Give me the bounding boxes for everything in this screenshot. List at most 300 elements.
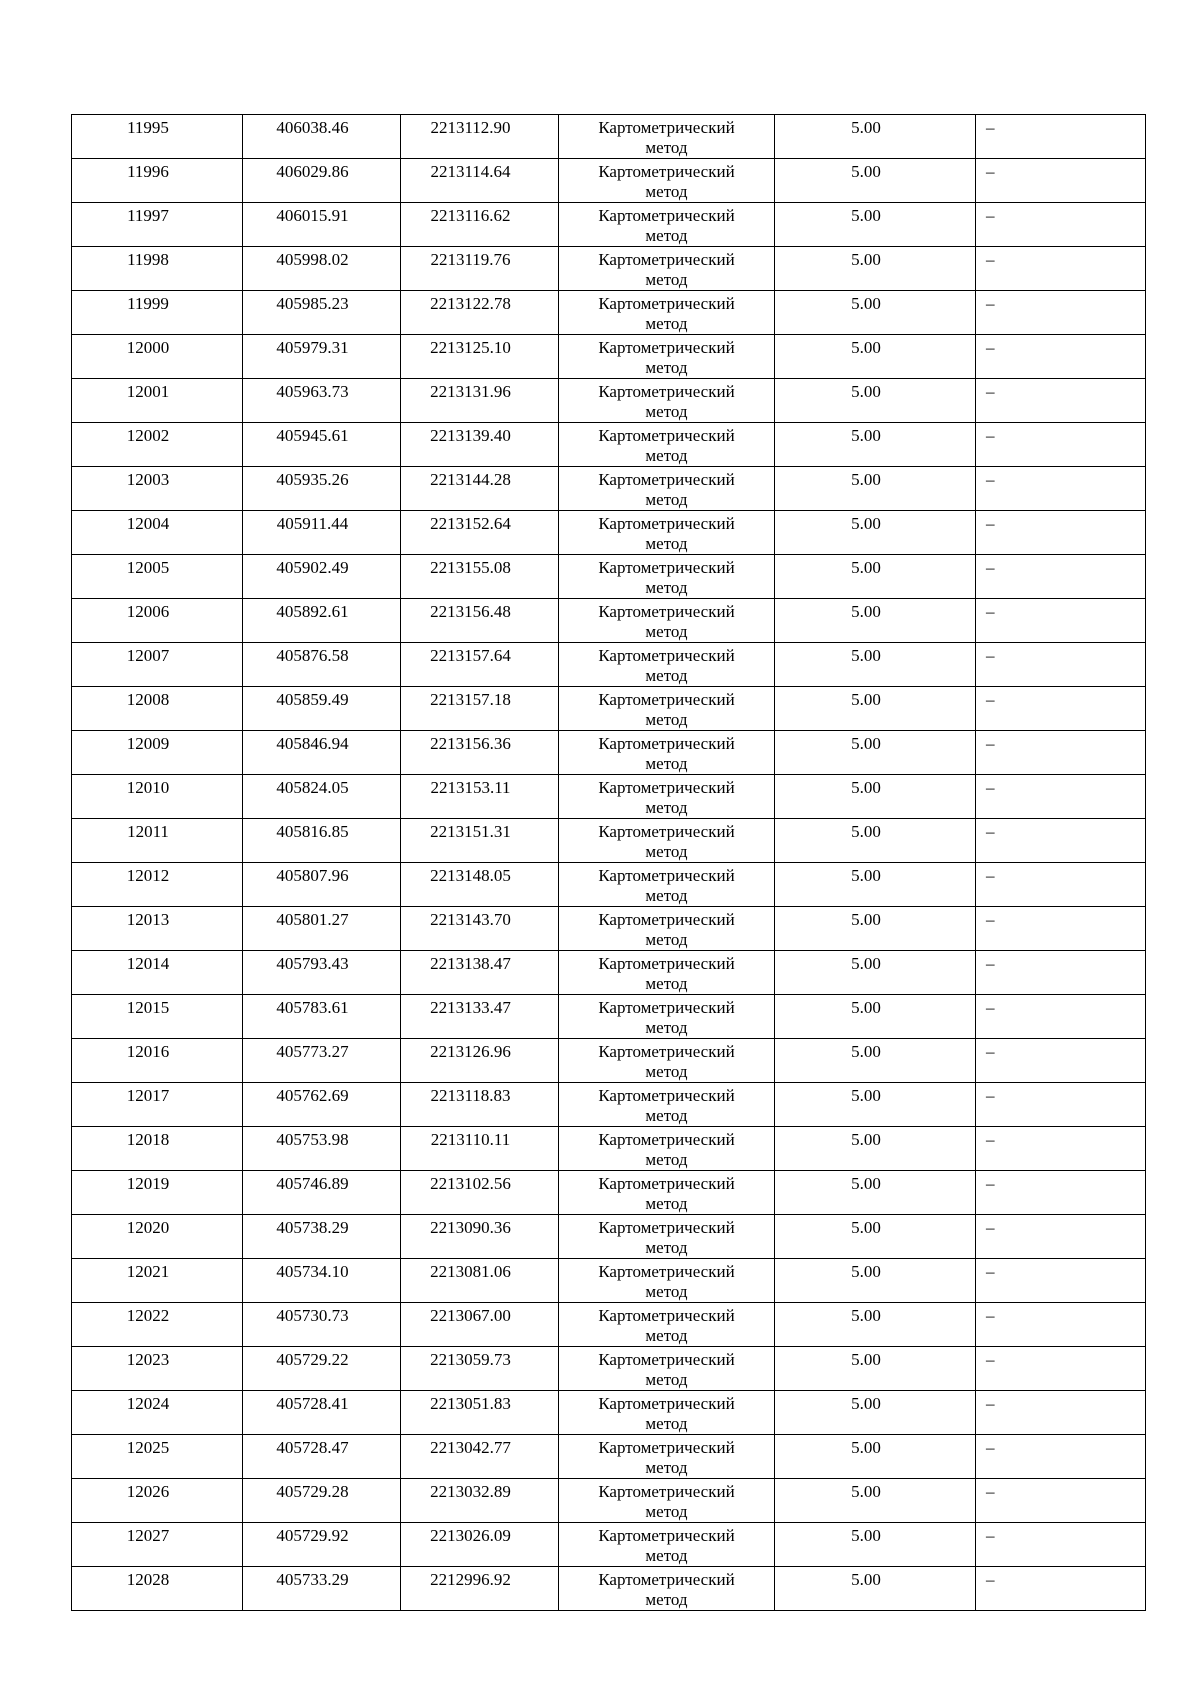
x-coordinate-cell: 405734.10	[243, 1259, 401, 1303]
table-row	[72, 863, 1146, 907]
point-number-cell: 12023	[72, 1347, 243, 1391]
method-line-2: метод	[645, 402, 688, 421]
method-line-1: Картометрический	[598, 866, 735, 885]
method-line-1: Картометрический	[598, 822, 735, 841]
method-cell	[559, 731, 775, 775]
note-cell: –	[976, 1083, 1146, 1127]
point-number-cell: 12019	[72, 1171, 243, 1215]
y-coordinate-cell: 2213144.28	[401, 467, 559, 511]
method-line-1: Картометрический	[598, 1086, 735, 1105]
accuracy-cell: 5.00	[775, 907, 976, 951]
accuracy-cell: 5.00	[775, 511, 976, 555]
accuracy-cell: 5.00	[775, 1171, 976, 1215]
point-number-cell: 12009	[72, 731, 243, 775]
y-coordinate-cell: 2213156.36	[401, 731, 559, 775]
method-line-2: метод	[645, 446, 688, 465]
table-row	[72, 555, 1146, 599]
point-number-cell: 12004	[72, 511, 243, 555]
method-line-1: Картометрический	[598, 1526, 735, 1545]
note-cell: –	[976, 1039, 1146, 1083]
point-number-cell: 12001	[72, 379, 243, 423]
method-cell	[559, 1435, 775, 1479]
note-cell: –	[976, 1171, 1146, 1215]
point-number-cell: 12024	[72, 1391, 243, 1435]
accuracy-cell: 5.00	[775, 995, 976, 1039]
method-cell	[559, 335, 775, 379]
method-line-1: Картометрический	[598, 1438, 735, 1457]
method-line-2: метод	[645, 314, 688, 333]
table-row	[72, 511, 1146, 555]
table-row	[72, 159, 1146, 203]
x-coordinate-cell: 405902.49	[243, 555, 401, 599]
note-cell: –	[976, 379, 1146, 423]
y-coordinate-cell: 2213110.11	[401, 1127, 559, 1171]
point-number-cell: 12003	[72, 467, 243, 511]
table-row	[72, 1171, 1146, 1215]
table-row	[72, 115, 1146, 159]
y-coordinate-cell: 2213126.96	[401, 1039, 559, 1083]
method-line-2: метод	[645, 930, 688, 949]
method-line-1: Картометрический	[598, 294, 735, 313]
note-cell: –	[976, 995, 1146, 1039]
method-cell	[559, 1391, 775, 1435]
method-line-1: Картометрический	[598, 162, 735, 181]
point-number-cell: 12028	[72, 1567, 243, 1611]
table-row	[72, 1435, 1146, 1479]
method-line-2: метод	[645, 1502, 688, 1521]
table-row	[72, 599, 1146, 643]
method-line-1: Картометрический	[598, 1042, 735, 1061]
point-number-cell: 12000	[72, 335, 243, 379]
point-number-cell: 12014	[72, 951, 243, 995]
note-cell: –	[976, 1347, 1146, 1391]
method-line-2: метод	[645, 270, 688, 289]
accuracy-cell: 5.00	[775, 819, 976, 863]
table-row	[72, 1567, 1146, 1611]
method-cell	[559, 687, 775, 731]
method-line-2: метод	[645, 1414, 688, 1433]
point-number-cell: 12015	[72, 995, 243, 1039]
point-number-cell: 12008	[72, 687, 243, 731]
x-coordinate-cell: 405801.27	[243, 907, 401, 951]
method-line-1: Картометрический	[598, 646, 735, 665]
note-cell: –	[976, 819, 1146, 863]
table-row	[72, 1215, 1146, 1259]
x-coordinate-cell: 405846.94	[243, 731, 401, 775]
point-number-cell: 12006	[72, 599, 243, 643]
method-line-2: метод	[645, 622, 688, 641]
x-coordinate-cell: 405824.05	[243, 775, 401, 819]
method-line-2: метод	[645, 666, 688, 685]
method-line-1: Картометрический	[598, 778, 735, 797]
x-coordinate-cell: 405753.98	[243, 1127, 401, 1171]
x-coordinate-cell: 406029.86	[243, 159, 401, 203]
note-cell: –	[976, 1391, 1146, 1435]
accuracy-cell: 5.00	[775, 1479, 976, 1523]
y-coordinate-cell: 2213156.48	[401, 599, 559, 643]
table-row	[72, 335, 1146, 379]
x-coordinate-cell: 405816.85	[243, 819, 401, 863]
table-row	[72, 1347, 1146, 1391]
method-cell	[559, 159, 775, 203]
note-cell: –	[976, 335, 1146, 379]
method-line-2: метод	[645, 1062, 688, 1081]
table-row	[72, 995, 1146, 1039]
y-coordinate-cell: 2213026.09	[401, 1523, 559, 1567]
method-cell	[559, 995, 775, 1039]
method-line-2: метод	[645, 1106, 688, 1125]
table-row	[72, 423, 1146, 467]
x-coordinate-cell: 405728.41	[243, 1391, 401, 1435]
note-cell: –	[976, 775, 1146, 819]
table-row	[72, 775, 1146, 819]
y-coordinate-cell: 2213148.05	[401, 863, 559, 907]
method-line-1: Картометрический	[598, 690, 735, 709]
note-cell: –	[976, 1479, 1146, 1523]
point-number-cell: 12010	[72, 775, 243, 819]
method-cell	[559, 863, 775, 907]
method-line-2: метод	[645, 490, 688, 509]
table-row	[72, 907, 1146, 951]
method-cell	[559, 907, 775, 951]
method-line-2: метод	[645, 886, 688, 905]
x-coordinate-cell: 405945.61	[243, 423, 401, 467]
accuracy-cell: 5.00	[775, 467, 976, 511]
x-coordinate-cell: 405935.26	[243, 467, 401, 511]
y-coordinate-cell: 2213059.73	[401, 1347, 559, 1391]
point-number-cell: 12013	[72, 907, 243, 951]
note-cell: –	[976, 1215, 1146, 1259]
method-line-2: метод	[645, 534, 688, 553]
method-cell	[559, 291, 775, 335]
method-line-2: метод	[645, 226, 688, 245]
method-line-1: Картометрический	[598, 602, 735, 621]
point-number-cell: 12005	[72, 555, 243, 599]
table-row	[72, 1259, 1146, 1303]
method-line-2: метод	[645, 182, 688, 201]
y-coordinate-cell: 2213153.11	[401, 775, 559, 819]
method-line-2: метод	[645, 578, 688, 597]
accuracy-cell: 5.00	[775, 247, 976, 291]
point-number-cell: 12018	[72, 1127, 243, 1171]
point-number-cell: 11995	[72, 115, 243, 159]
note-cell: –	[976, 731, 1146, 775]
method-cell	[559, 555, 775, 599]
x-coordinate-cell: 405892.61	[243, 599, 401, 643]
table-row	[72, 731, 1146, 775]
y-coordinate-cell: 2213081.06	[401, 1259, 559, 1303]
accuracy-cell: 5.00	[775, 291, 976, 335]
method-line-1: Картометрический	[598, 382, 735, 401]
table-row	[72, 1303, 1146, 1347]
method-cell	[559, 1479, 775, 1523]
method-cell	[559, 1259, 775, 1303]
method-cell	[559, 1127, 775, 1171]
method-line-2: метод	[645, 138, 688, 157]
table-row	[72, 643, 1146, 687]
y-coordinate-cell: 2213051.83	[401, 1391, 559, 1435]
accuracy-cell: 5.00	[775, 1127, 976, 1171]
accuracy-cell: 5.00	[775, 687, 976, 731]
table-row	[72, 687, 1146, 731]
x-coordinate-cell: 405876.58	[243, 643, 401, 687]
table-row	[72, 291, 1146, 335]
method-line-2: метод	[645, 1282, 688, 1301]
y-coordinate-cell: 2213090.36	[401, 1215, 559, 1259]
x-coordinate-cell: 405729.28	[243, 1479, 401, 1523]
method-line-2: метод	[645, 1370, 688, 1389]
y-coordinate-cell: 2213143.70	[401, 907, 559, 951]
x-coordinate-cell: 405728.47	[243, 1435, 401, 1479]
x-coordinate-cell: 405998.02	[243, 247, 401, 291]
table-row	[72, 247, 1146, 291]
note-cell: –	[976, 1523, 1146, 1567]
accuracy-cell: 5.00	[775, 1259, 976, 1303]
accuracy-cell: 5.00	[775, 1567, 976, 1611]
point-number-cell: 12026	[72, 1479, 243, 1523]
note-cell: –	[976, 907, 1146, 951]
table-row	[72, 1391, 1146, 1435]
y-coordinate-cell: 2213102.56	[401, 1171, 559, 1215]
method-line-2: метод	[645, 798, 688, 817]
accuracy-cell: 5.00	[775, 1391, 976, 1435]
x-coordinate-cell: 405773.27	[243, 1039, 401, 1083]
accuracy-cell: 5.00	[775, 115, 976, 159]
accuracy-cell: 5.00	[775, 1215, 976, 1259]
method-line-1: Картометрический	[598, 1350, 735, 1369]
y-coordinate-cell: 2213122.78	[401, 291, 559, 335]
x-coordinate-cell: 405963.73	[243, 379, 401, 423]
point-number-cell: 11997	[72, 203, 243, 247]
point-number-cell: 12017	[72, 1083, 243, 1127]
method-cell	[559, 775, 775, 819]
accuracy-cell: 5.00	[775, 1303, 976, 1347]
x-coordinate-cell: 405783.61	[243, 995, 401, 1039]
method-cell	[559, 511, 775, 555]
accuracy-cell: 5.00	[775, 1523, 976, 1567]
x-coordinate-cell: 405730.73	[243, 1303, 401, 1347]
table-row	[72, 819, 1146, 863]
method-cell	[559, 1215, 775, 1259]
method-line-1: Картометрический	[598, 118, 735, 137]
note-cell: –	[976, 511, 1146, 555]
method-cell	[559, 819, 775, 863]
point-number-cell: 12002	[72, 423, 243, 467]
method-line-1: Картометрический	[598, 250, 735, 269]
note-cell: –	[976, 423, 1146, 467]
accuracy-cell: 5.00	[775, 555, 976, 599]
method-line-2: метод	[645, 842, 688, 861]
y-coordinate-cell: 2213139.40	[401, 423, 559, 467]
accuracy-cell: 5.00	[775, 203, 976, 247]
method-line-1: Картометрический	[598, 1218, 735, 1237]
method-line-2: метод	[645, 1458, 688, 1477]
note-cell: –	[976, 599, 1146, 643]
method-line-2: метод	[645, 1326, 688, 1345]
note-cell: –	[976, 555, 1146, 599]
y-coordinate-cell: 2213155.08	[401, 555, 559, 599]
method-line-1: Картометрический	[598, 1482, 735, 1501]
y-coordinate-cell: 2213131.96	[401, 379, 559, 423]
accuracy-cell: 5.00	[775, 159, 976, 203]
method-cell	[559, 1347, 775, 1391]
y-coordinate-cell: 2213152.64	[401, 511, 559, 555]
note-cell: –	[976, 951, 1146, 995]
x-coordinate-cell: 406038.46	[243, 115, 401, 159]
point-number-cell: 12025	[72, 1435, 243, 1479]
method-line-1: Картометрический	[598, 338, 735, 357]
method-line-1: Картометрический	[598, 910, 735, 929]
table-row	[72, 1083, 1146, 1127]
y-coordinate-cell: 2213157.18	[401, 687, 559, 731]
coordinates-table	[71, 114, 1146, 1611]
y-coordinate-cell: 2213125.10	[401, 335, 559, 379]
method-line-2: метод	[645, 974, 688, 993]
method-line-1: Картометрический	[598, 1262, 735, 1281]
accuracy-cell: 5.00	[775, 423, 976, 467]
x-coordinate-cell: 405733.29	[243, 1567, 401, 1611]
accuracy-cell: 5.00	[775, 731, 976, 775]
y-coordinate-cell: 2213042.77	[401, 1435, 559, 1479]
y-coordinate-cell: 2213032.89	[401, 1479, 559, 1523]
method-line-1: Картометрический	[598, 1306, 735, 1325]
method-line-2: метод	[645, 1194, 688, 1213]
method-line-1: Картометрический	[598, 1130, 735, 1149]
accuracy-cell: 5.00	[775, 599, 976, 643]
method-line-2: метод	[645, 1018, 688, 1037]
method-line-1: Картометрический	[598, 426, 735, 445]
method-cell	[559, 115, 775, 159]
accuracy-cell: 5.00	[775, 1083, 976, 1127]
method-cell	[559, 643, 775, 687]
point-number-cell: 12027	[72, 1523, 243, 1567]
method-line-2: метод	[645, 1546, 688, 1565]
method-cell	[559, 247, 775, 291]
point-number-cell: 12020	[72, 1215, 243, 1259]
method-line-1: Картометрический	[598, 954, 735, 973]
x-coordinate-cell: 406015.91	[243, 203, 401, 247]
x-coordinate-cell: 405793.43	[243, 951, 401, 995]
y-coordinate-cell: 2213119.76	[401, 247, 559, 291]
accuracy-cell: 5.00	[775, 335, 976, 379]
note-cell: –	[976, 247, 1146, 291]
point-number-cell: 12016	[72, 1039, 243, 1083]
accuracy-cell: 5.00	[775, 643, 976, 687]
method-cell	[559, 951, 775, 995]
method-cell	[559, 203, 775, 247]
method-line-1: Картометрический	[598, 998, 735, 1017]
point-number-cell: 12012	[72, 863, 243, 907]
y-coordinate-cell: 2213112.90	[401, 115, 559, 159]
y-coordinate-cell: 2213157.64	[401, 643, 559, 687]
point-number-cell: 11999	[72, 291, 243, 335]
table-row	[72, 1479, 1146, 1523]
note-cell: –	[976, 159, 1146, 203]
note-cell: –	[976, 643, 1146, 687]
method-line-1: Картометрический	[598, 1394, 735, 1413]
note-cell: –	[976, 291, 1146, 335]
table-row	[72, 467, 1146, 511]
method-line-2: метод	[645, 710, 688, 729]
method-cell	[559, 379, 775, 423]
x-coordinate-cell: 405762.69	[243, 1083, 401, 1127]
point-number-cell: 11998	[72, 247, 243, 291]
x-coordinate-cell: 405738.29	[243, 1215, 401, 1259]
point-number-cell: 12022	[72, 1303, 243, 1347]
method-cell	[559, 1039, 775, 1083]
x-coordinate-cell: 405859.49	[243, 687, 401, 731]
note-cell: –	[976, 687, 1146, 731]
table-row	[72, 379, 1146, 423]
coordinates-table-body	[72, 115, 1146, 1611]
table-row	[72, 951, 1146, 995]
x-coordinate-cell: 405746.89	[243, 1171, 401, 1215]
x-coordinate-cell: 405979.31	[243, 335, 401, 379]
point-number-cell: 12007	[72, 643, 243, 687]
method-line-1: Картометрический	[598, 734, 735, 753]
method-cell	[559, 467, 775, 511]
y-coordinate-cell: 2213116.62	[401, 203, 559, 247]
accuracy-cell: 5.00	[775, 379, 976, 423]
x-coordinate-cell: 405911.44	[243, 511, 401, 555]
table-row	[72, 1127, 1146, 1171]
method-line-1: Картометрический	[598, 1174, 735, 1193]
point-number-cell: 11996	[72, 159, 243, 203]
y-coordinate-cell: 2213067.00	[401, 1303, 559, 1347]
accuracy-cell: 5.00	[775, 1435, 976, 1479]
note-cell: –	[976, 203, 1146, 247]
method-line-2: метод	[645, 754, 688, 773]
method-cell	[559, 1171, 775, 1215]
y-coordinate-cell: 2212996.92	[401, 1567, 559, 1611]
method-cell	[559, 1523, 775, 1567]
y-coordinate-cell: 2213118.83	[401, 1083, 559, 1127]
method-cell	[559, 1567, 775, 1611]
method-line-1: Картометрический	[598, 558, 735, 577]
accuracy-cell: 5.00	[775, 951, 976, 995]
method-line-1: Картометрический	[598, 470, 735, 489]
method-cell	[559, 1083, 775, 1127]
note-cell: –	[976, 863, 1146, 907]
method-line-1: Картометрический	[598, 514, 735, 533]
note-cell: –	[976, 1567, 1146, 1611]
table-row	[72, 1523, 1146, 1567]
x-coordinate-cell: 405729.22	[243, 1347, 401, 1391]
note-cell: –	[976, 1127, 1146, 1171]
x-coordinate-cell: 405729.92	[243, 1523, 401, 1567]
y-coordinate-cell: 2213151.31	[401, 819, 559, 863]
note-cell: –	[976, 115, 1146, 159]
method-cell	[559, 599, 775, 643]
method-line-2: метод	[645, 358, 688, 377]
table-row	[72, 203, 1146, 247]
x-coordinate-cell: 405807.96	[243, 863, 401, 907]
y-coordinate-cell: 2213138.47	[401, 951, 559, 995]
note-cell: –	[976, 1435, 1146, 1479]
y-coordinate-cell: 2213133.47	[401, 995, 559, 1039]
accuracy-cell: 5.00	[775, 863, 976, 907]
method-line-2: метод	[645, 1590, 688, 1609]
point-number-cell: 12021	[72, 1259, 243, 1303]
table-row	[72, 1039, 1146, 1083]
note-cell: –	[976, 467, 1146, 511]
method-line-2: метод	[645, 1150, 688, 1169]
method-cell	[559, 1303, 775, 1347]
method-line-1: Картометрический	[598, 206, 735, 225]
accuracy-cell: 5.00	[775, 1347, 976, 1391]
accuracy-cell: 5.00	[775, 1039, 976, 1083]
note-cell: –	[976, 1303, 1146, 1347]
